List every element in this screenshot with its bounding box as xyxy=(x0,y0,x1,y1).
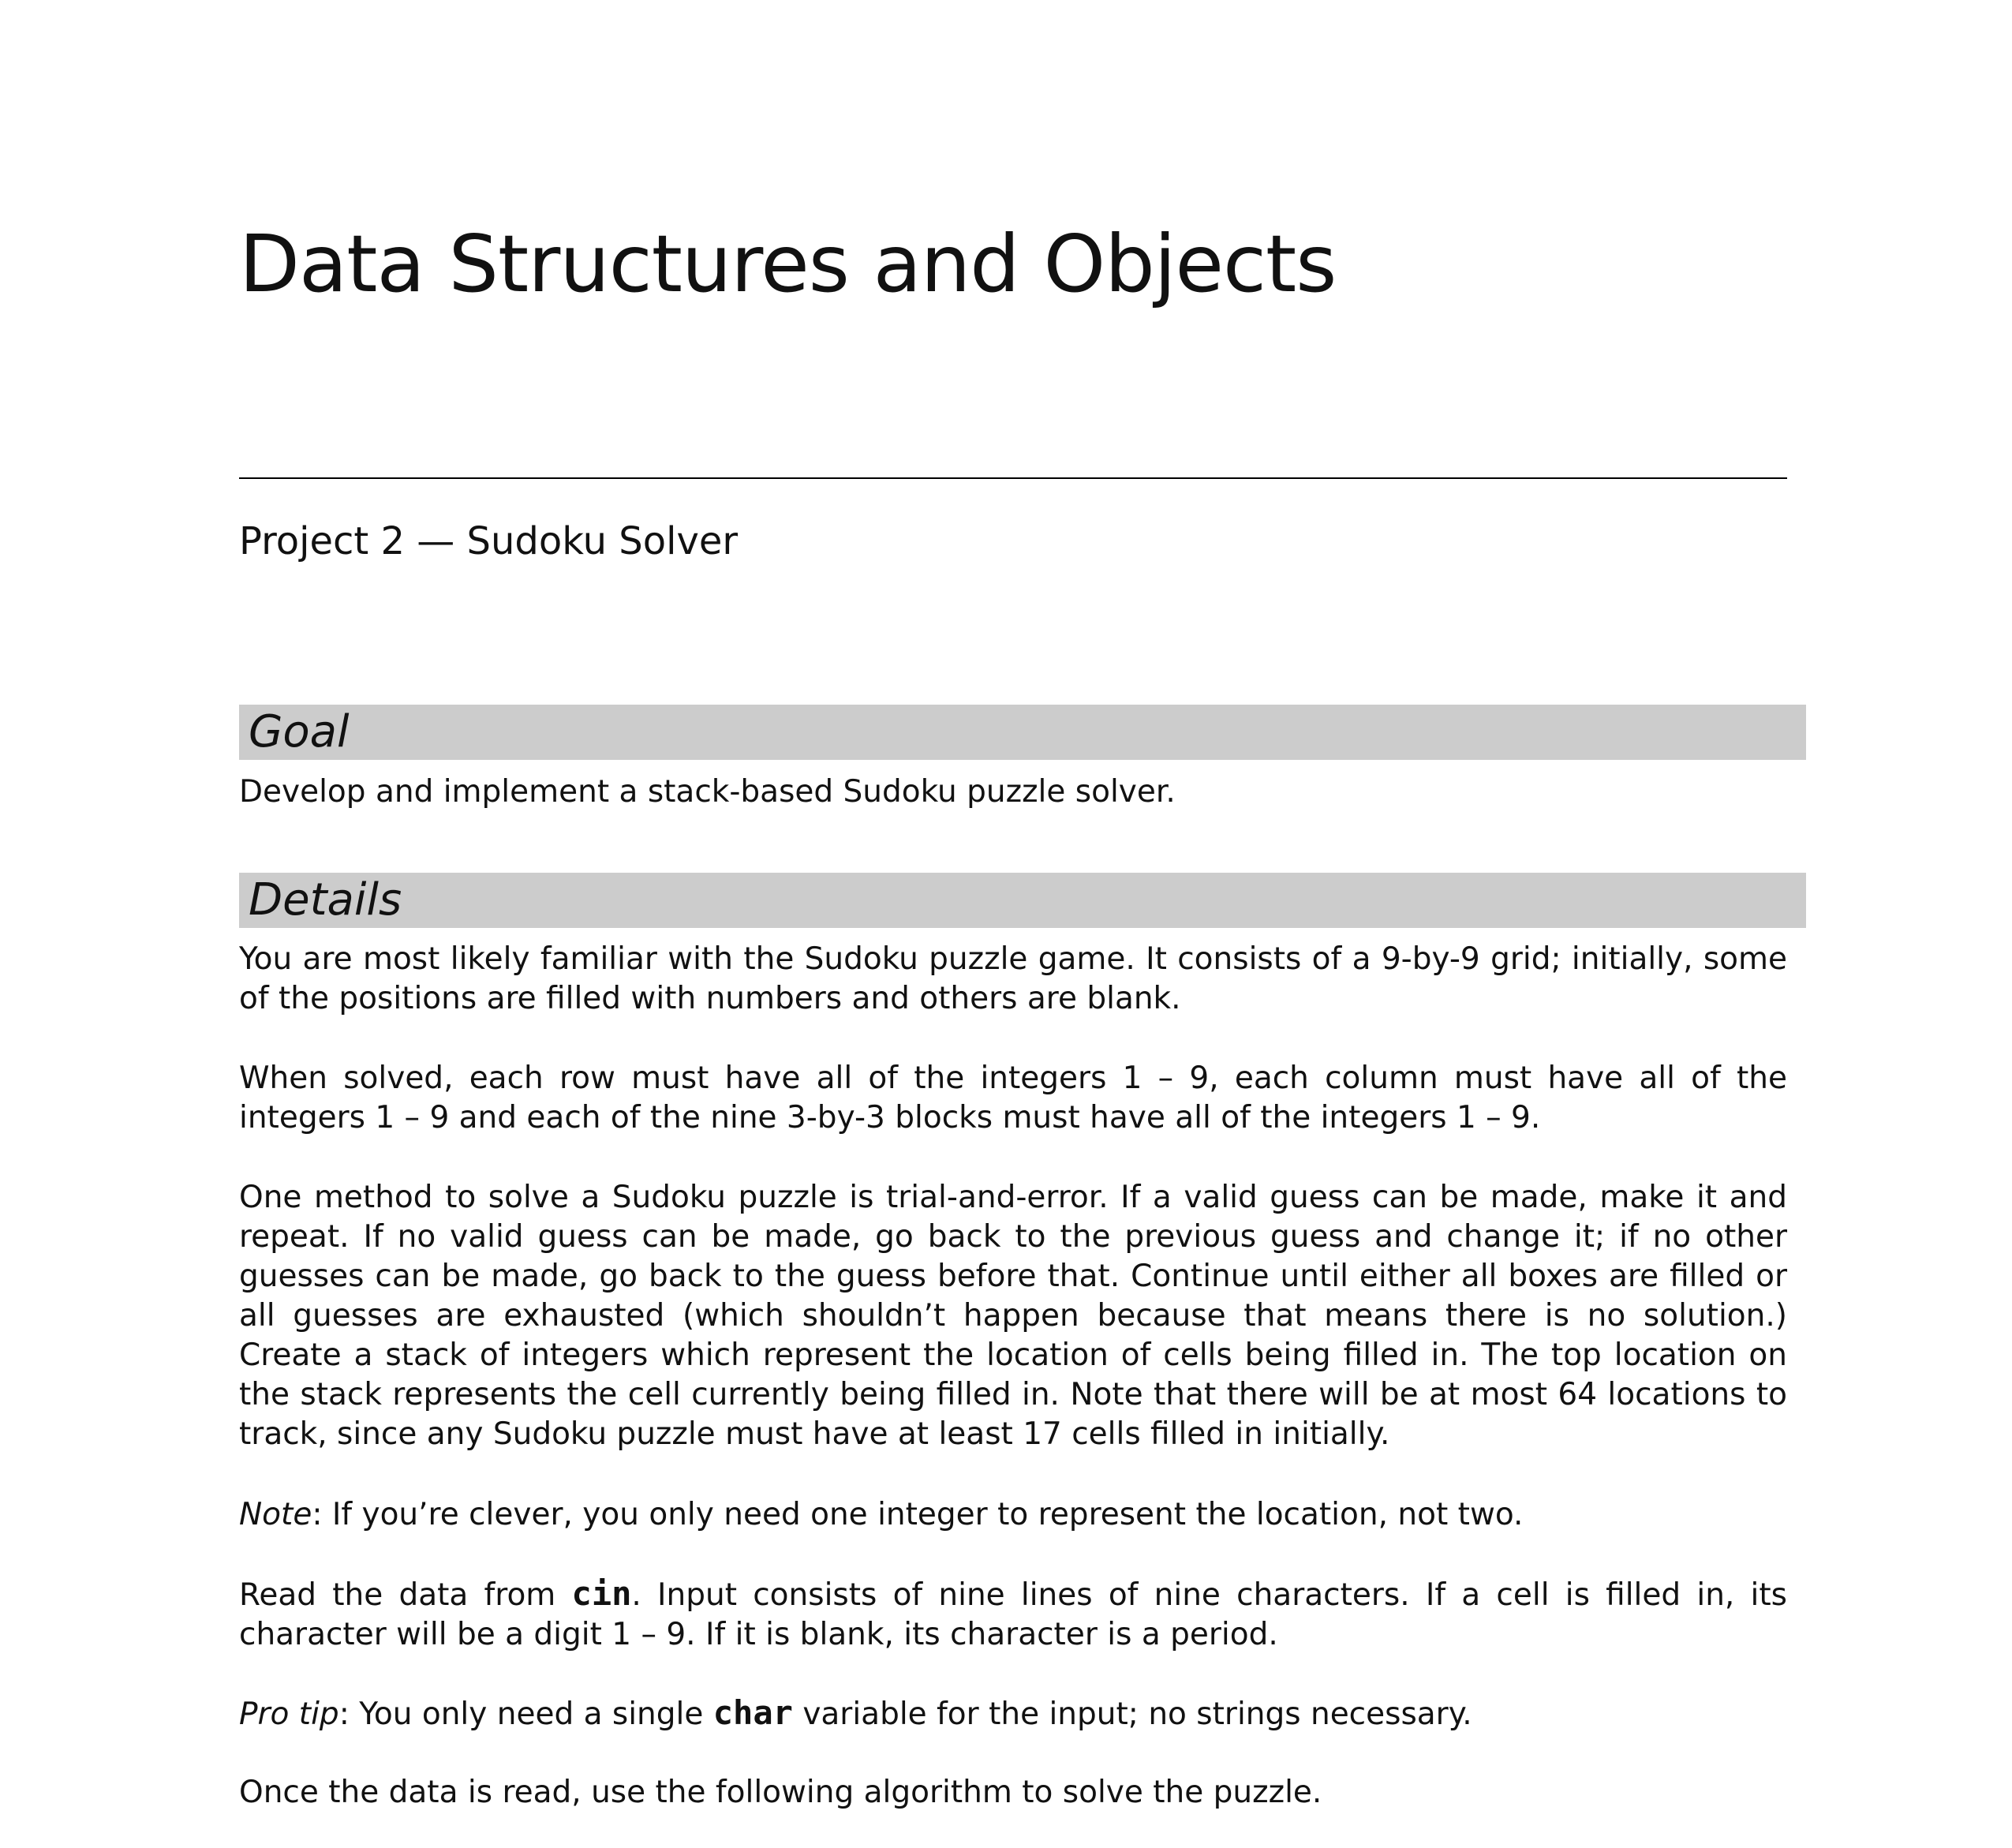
project-subtitle: Project 2 — Sudoku Solver xyxy=(239,519,739,563)
goal-text: Develop and implement a stack-based Sudoku puzzle solver. xyxy=(239,774,1176,810)
char-code: char xyxy=(712,1693,793,1732)
note-paragraph xyxy=(239,1495,1787,1535)
input-text-after: . Input consists of nine lines of nine characters. If a cell is filled in, its character will be a digit 1 – 9. If it is blank, its character is a period. xyxy=(239,1577,1787,1652)
cin-code: cin xyxy=(571,1574,632,1613)
input-paragraph xyxy=(239,1574,1787,1655)
title-divider xyxy=(239,477,1787,479)
pro-tip-paragraph xyxy=(239,1693,1787,1734)
algorithm-intro: Once the data is read, use the following algorithm to solve the puzzle. xyxy=(239,1775,1322,1810)
goal-section-header xyxy=(239,705,1806,760)
details-paragraph-1: You are most likely familiar with the Sudoku puzzle game. It consists of a 9-by-9 grid; initially, some of the positions are filled with numbers and others are blank. xyxy=(239,941,1787,1016)
details-section-header xyxy=(239,873,1806,928)
details-paragraph-3: One method to solve a Sudoku puzzle is trial-and-error. If a valid guess can be made, make it and repeat. If no valid guess can be made, go back to the previous guess and change it; if no other guesses can be made, go back to the guess before that. Continue until either all boxes are filled or all guesses are exhausted (which shouldn’t happen because that means there is no solution.) Create a stack of integers which represent the location of cells being filled in. The top location on the stack represents the cell currently being filled in. Note that there will be at most 64 locations to track, since any Sudoku puzzle must have at least 17 cells filled in initially. xyxy=(239,1180,1787,1452)
goal-heading: Goal xyxy=(249,706,350,758)
details-paragraph-2: When solved, each row must have all of the integers 1 – 9, each column must have all of the integers 1 – 9 and each of the nine 3-by-3 blocks must have all of the integers 1 – 9. xyxy=(239,1061,1787,1135)
details-heading: Details xyxy=(249,874,402,926)
input-text-before: Read the data from xyxy=(239,1577,572,1613)
note-label: Note xyxy=(239,1497,312,1532)
note-text: : If you’re clever, you only need one integer to represent the location, not two. xyxy=(312,1497,1524,1532)
pro-tip-before: : You only need a single xyxy=(338,1696,713,1732)
document-title: Data Structures and Objects xyxy=(239,218,1337,310)
pro-tip-after: variable for the input; no strings necessary. xyxy=(792,1696,1472,1732)
pro-tip-label: Pro tip xyxy=(239,1696,339,1732)
